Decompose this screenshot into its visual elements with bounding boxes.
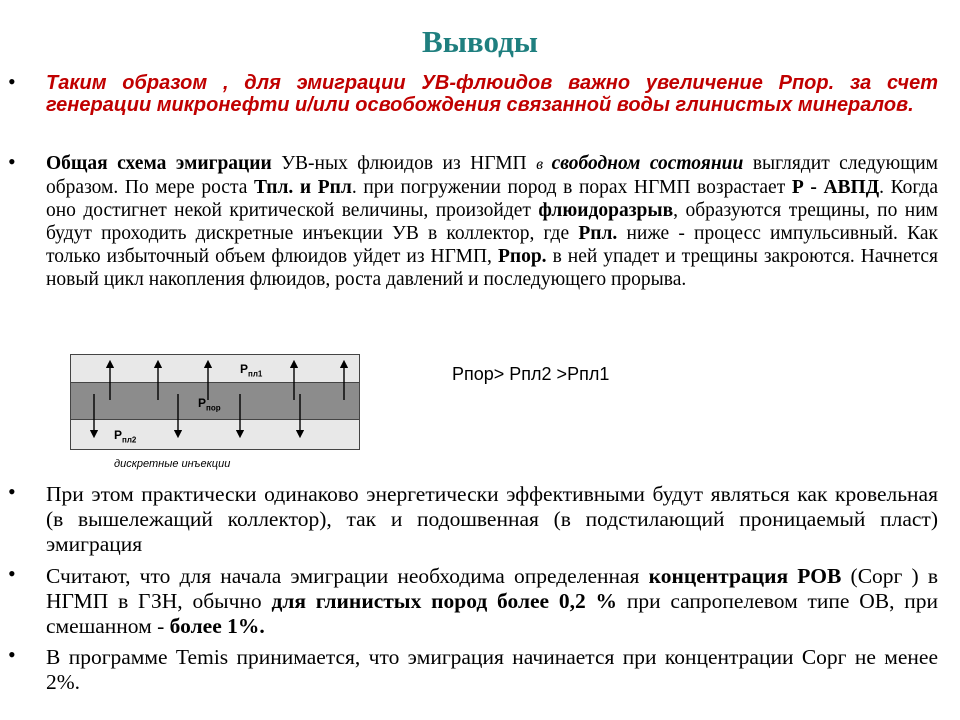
bold-text: более 1%.	[169, 614, 265, 638]
bold-text: концентрация РОВ	[648, 564, 842, 588]
paragraph-temis: В программе Temis принимается, что эмиграция начинается при концентрации Сорг не менее 2%.	[46, 645, 938, 694]
bold-text: Рпл.	[578, 223, 618, 244]
paragraph-roof-bottom: При этом практически одинаково энергетически эффективными будут являться как кровельная (в вышележащий коллектор), так и подошвенная (в подстилающий проницаемый пласт) эмиграция	[46, 482, 938, 556]
bullet-marker: •	[8, 561, 16, 586]
label-p-pl2: $Р_{пл2}$	[114, 428, 137, 445]
text-run: в ней упадет и трещины закроются. Начнется новый цикл накопления флюидов, роста давлений и последующего прорыва.	[46, 246, 938, 290]
text-run: . Когда оно достигнет некой критической величины, произойдет	[46, 177, 939, 221]
text-run: УВ-ных флюидов из НГМП	[271, 153, 537, 174]
bold-text: для глинистых пород более 0,2 %	[271, 589, 618, 613]
bold-italic-text: свободном состоянии	[551, 153, 744, 174]
bullet-marker: •	[8, 69, 16, 94]
text-run: . при погружении пород в порах НГМП возрастает	[351, 177, 792, 198]
paragraph-emigration-scheme	[46, 152, 938, 291]
italic-text: в	[536, 156, 552, 173]
bold-text: Общая схема эмиграции	[46, 153, 272, 174]
bullet-marker: •	[8, 642, 16, 667]
slide-title: Выводы	[422, 24, 538, 59]
label-p-por: $Р_{пор}$	[198, 396, 221, 413]
bullet-marker: •	[8, 479, 16, 504]
paragraph-conclusion-1: Таким образом , для эмиграции УВ-флюидов важно увеличение Рпор. за счет генерации микронефти и/или освобождения связанной воды глинистых минералов.	[46, 72, 938, 116]
text-run: , образуются трещины, по ним будут проходить дискретные инъекции УВ в коллектор, где	[46, 200, 938, 244]
bullet-marker: •	[8, 149, 16, 174]
label-p-pl1: $Р_{пл1}$	[240, 362, 263, 379]
text-run: (Сорг ) в НГМП в ГЗН, обычно	[46, 564, 938, 613]
paragraph-concentration	[46, 564, 938, 639]
bold-text: флюидоразрыв	[538, 200, 674, 221]
bold-text: Тпл. и Рпл	[253, 177, 352, 198]
bold-text: Рпор.	[497, 246, 547, 267]
pressure-formula: Рпор> Рпл2 >Рпл1	[452, 364, 610, 384]
text-run: ниже - процесс импульсивный. Как только избыточный объем флюидов уйдет из НГМП,	[46, 223, 938, 267]
text-run: Считают, что для начала эмиграции необходима определенная	[46, 564, 649, 588]
text-run: при сапропелевом типе ОВ, при смешанном -	[46, 589, 938, 638]
emigration-diagram	[70, 354, 360, 450]
diagram-caption: дискретные инъекции	[114, 458, 231, 470]
text-run: выглядит следующим образом. По мере роста	[46, 153, 939, 198]
bold-text: Р - АВПД	[791, 177, 880, 198]
